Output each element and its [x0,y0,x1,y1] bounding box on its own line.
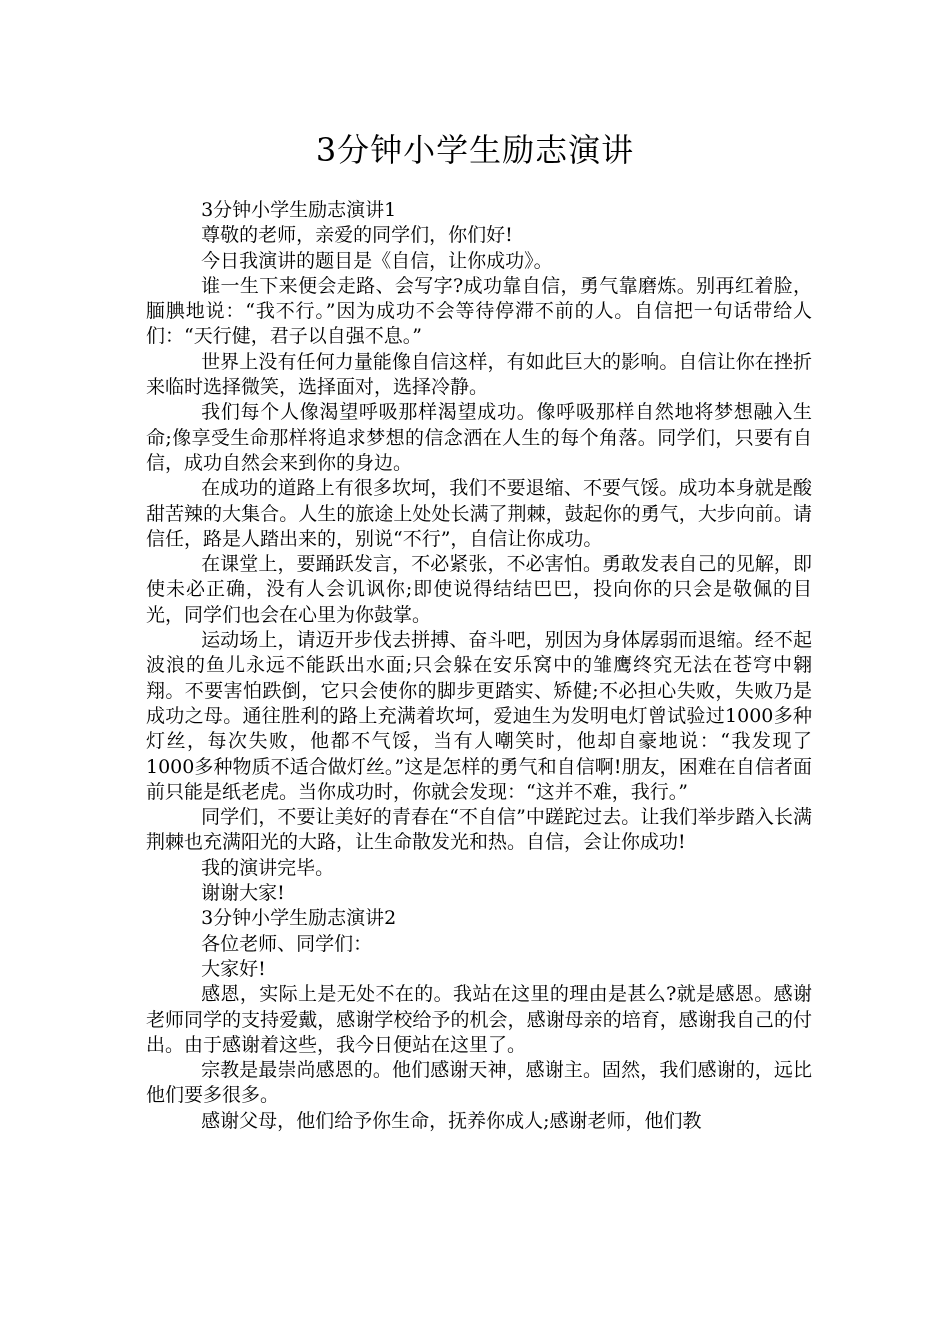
paragraph: 3分钟小学生励志演讲1 [201,199,397,221]
paragraph: 运动场上，请迈开步伐去拼搏、奋斗吧，别因为身体孱弱而退缩。经不起波浪的鱼儿永远不能跃出水面;只会躲在安乐窝中的雏鹰终究无法在苍穹中翱翔。不要害怕跌倒，它只会使你的脚步更踏实、矫健;不必担心失败，失败乃是成功之母。通往胜利的路上充满着坎坷，爱迪生为发明电灯曾试验过1000多种灯丝，每次失败，他都不气馁，当有人嘲笑时，他却自豪地说：“我发现了1000多种物质不适合做灯丝。”这是怎样的勇气和自信啊!朋友，困难在自信者面前只能是纸老虎。当你成功时，你就会发现：“这并不难，我行。” [146,629,812,803]
document-title: 3分钟小学生励志演讲 [315,131,635,169]
paragraph: 宗教是最崇尚感恩的。他们感谢天神，感谢主。固然，我们感谢的，远比他们要多很多。 [146,1059,812,1107]
document-body [146,198,812,1134]
paragraph: 大家好! [201,957,266,980]
paragraph: 3分钟小学生励志演讲2 [201,907,397,930]
paragraph: 我的演讲完毕。 [201,856,335,879]
paragraph: 各位老师、同学们： [201,932,373,955]
paragraph: 感谢父母，他们给予你生命，抚养你成人;感谢老师，他们教 [201,1109,702,1132]
paragraph: 感恩，实际上是无处不在的。我站在这里的理由是甚么?就是感恩。感谢老师同学的支持爱戴，感谢学校给予的机会，感谢母亲的培育，感谢我自己的付出。由于感谢着这些，我今日便站在这里了。 [146,983,812,1056]
paragraph: 谁一生下来便会走路、会写字?成功靠自信，勇气靠磨炼。别再红着脸，腼腆地说：“我不行。”因为成功不会等待停滞不前的人。自信把一句话带给人们：“天行健，君子以自强不息。” [146,274,812,348]
paragraph: 今日我演讲的题目是《自信，让你成功》。 [201,249,553,272]
paragraph: 在课堂上，要踊跃发言，不必紧张，不必害怕。勇敢发表自己的见解，即使未必正确，没有人会讥讽你;即使说得结结巴巴，投向你的只会是敬佩的目光，同学们也会在心里为你鼓掌。 [146,553,812,626]
paragraph: 世界上没有任何力量能像自信这样，有如此巨大的影响。自信让你在挫折来临时选择微笑，选择面对，选择冷静。 [146,350,812,399]
paragraph: 我们每个人像渴望呼吸那样渴望成功。像呼吸那样自然地将梦想融入生命;像享受生命那样将追求梦想的信念洒在人生的每个角落。同学们，只要有自信，成功自然会来到你的身边。 [146,401,812,474]
paragraph: 在成功的道路上有很多坎坷，我们不要退缩、不要气馁。成功本身就是酸甜苦辣的大集合。人生的旅途上处处长满了荆棘，鼓起你的勇气，大步向前。请信任，路是人踏出来的，别说“不行”，自信让你成功。 [146,477,812,550]
paragraph: 尊敬的老师，亲爱的同学们，你们好! [201,224,513,247]
paragraph: 同学们，不要让美好的青春在“不自信”中蹉跎过去。让我们举步踏入长满荆棘也充满阳光的大路，让生命散发光和热。自信，会让你成功! [146,806,812,854]
paragraph: 谢谢大家! [201,882,285,905]
